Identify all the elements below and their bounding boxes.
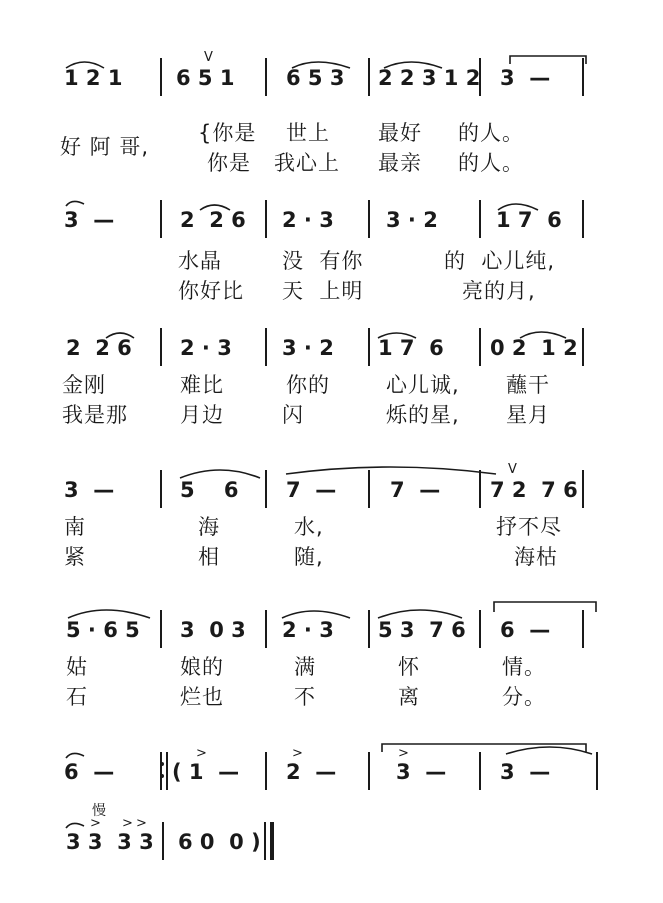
barline [582,610,584,648]
lyric: 紧 [64,545,86,569]
repeat-barline [166,752,168,790]
measure-notes: 2 · 3 [282,208,334,232]
accent-mark: > [136,816,147,831]
lyric: 好 阿 哥, [60,135,150,159]
lyric: 的人。 [458,151,524,175]
breath-mark: V [508,462,517,477]
lyric: 娘的 [180,655,224,679]
measure-notes: 1 7 6 [496,208,562,232]
measure-notes: 2 · 3 [282,618,334,642]
barline [479,200,481,238]
lyric: 不 [294,685,316,709]
lyric: 的 心儿纯, [444,249,556,273]
notes-row-7 [0,816,663,862]
measure-notes: 3 — [500,66,551,90]
lyric: 月边 [180,403,224,427]
lyric: 难比 [180,373,224,397]
lyric: 没 有你 [282,249,364,273]
barline [582,328,584,366]
barline [582,58,584,96]
accent-mark: > [196,746,207,761]
lyric: 你的 [286,373,330,397]
measure-notes: 3 — [64,208,115,232]
lyric: 天 上明 [282,279,364,303]
barline [265,200,267,238]
measure-notes: 7 — [286,478,337,502]
barline [479,328,481,366]
measure-notes: 2 2 6 [66,336,132,360]
lyric: 情。 [502,655,546,679]
lyric: 你好比 [178,279,244,303]
lyric: 烁的星, [386,403,460,427]
barline [368,610,370,648]
lyric: 烂也 [180,685,224,709]
lyric: 心儿诚, [386,373,460,397]
barline [160,610,162,648]
measure-notes: 5 3 7 6 [378,618,466,642]
lyric: 金刚 [62,373,106,397]
barline [160,200,162,238]
volta-bracket [382,744,586,752]
measure-notes: 3 — [500,760,551,784]
lyric: 最亲 [378,151,422,175]
barline [368,752,370,790]
barline [264,822,266,860]
measure-notes: 6 — [500,618,551,642]
barline [265,470,267,508]
accent-mark: > [398,746,409,761]
lyric: 抒不尽 [496,515,562,539]
barline [596,752,598,790]
measure-notes: 3 — [396,760,447,784]
barline [368,328,370,366]
lyric: 南 [64,515,86,539]
measure-notes: 2 2 3 1 2 [378,66,481,90]
lyric: 你是 [207,151,251,175]
notes-row-5 [0,610,663,650]
measure-notes: 6 — [64,760,115,784]
lyric: 闪 [282,403,304,427]
barline [265,610,267,648]
notes-row-6 [0,746,663,792]
lyric: 蘸干 [506,373,550,397]
breath-mark: V [204,50,213,65]
notes-row-1 [0,50,663,98]
barline [368,200,370,238]
measure-notes: 1 7 6 [378,336,444,360]
barline [160,470,162,508]
lyric: 水晶 [178,249,222,273]
lyric: 我心上 [274,151,340,175]
measure-notes: 6 5 3 [286,66,345,90]
notes-row-4 [0,462,663,510]
barline [368,58,370,96]
measure-notes: 2 2 6 [180,208,246,232]
measure-notes: 7 2 7 6 [490,478,578,502]
tempo-marking: 慢 [92,803,106,819]
lyric: 亮的月, [462,279,536,303]
measure-notes: 3 0 3 [180,618,246,642]
accent-mark: > [90,816,101,831]
measure-notes: 3 — [64,478,115,502]
lyric: 我是那 [62,403,128,427]
lyric: 相 [198,545,220,569]
barline [582,470,584,508]
lyric: 离 [398,685,420,709]
barline [160,58,162,96]
measure-notes: 6 5 1 [176,66,235,90]
lyric: 星月 [506,403,550,427]
barline [479,470,481,508]
lyric: 姑 [66,655,88,679]
measure-notes: 0 2 1 2 [490,336,578,360]
measure-notes: 5 · 6 5 [66,618,140,642]
barline [582,200,584,238]
measure-notes: ( 1 — [172,760,240,784]
barline [265,752,267,790]
barline [265,328,267,366]
measure-notes: 1 2 1 [64,66,123,90]
accent-mark: > [292,746,303,761]
lyric: 水, [294,515,324,539]
lyric: 最好 [378,121,422,145]
lyric: 海 [198,515,220,539]
measure-notes: 2 — [286,760,337,784]
lyric: 石 [66,685,88,709]
accent-mark: > [122,816,133,831]
barline [479,752,481,790]
notes-row-3 [0,328,663,368]
lyric: 的人。 [458,121,524,145]
barline [479,610,481,648]
measure-notes: 5 6 [180,478,239,502]
measure-notes: 3 · 2 [386,208,438,232]
lyric: 分。 [502,685,546,709]
final-barline [270,822,274,860]
barline [160,752,162,790]
barline [162,822,164,860]
lyric: 随, [294,545,324,569]
measure-notes: 7 — [390,478,441,502]
notes-row-2 [0,200,663,240]
lyric: 满 [294,655,316,679]
lyric: 海枯 [514,545,558,569]
barline [368,470,370,508]
barline [265,58,267,96]
lyric: 怀 [398,655,420,679]
barline [160,328,162,366]
lyric: 世上 [286,121,330,145]
measure-notes: 6 0 0 ) [178,830,261,854]
lyric: {你是 [198,121,257,145]
measure-notes: 3 · 2 [282,336,334,360]
measure-notes: 2 · 3 [180,336,232,360]
measure-notes: 3 3 3 3 [66,830,154,854]
